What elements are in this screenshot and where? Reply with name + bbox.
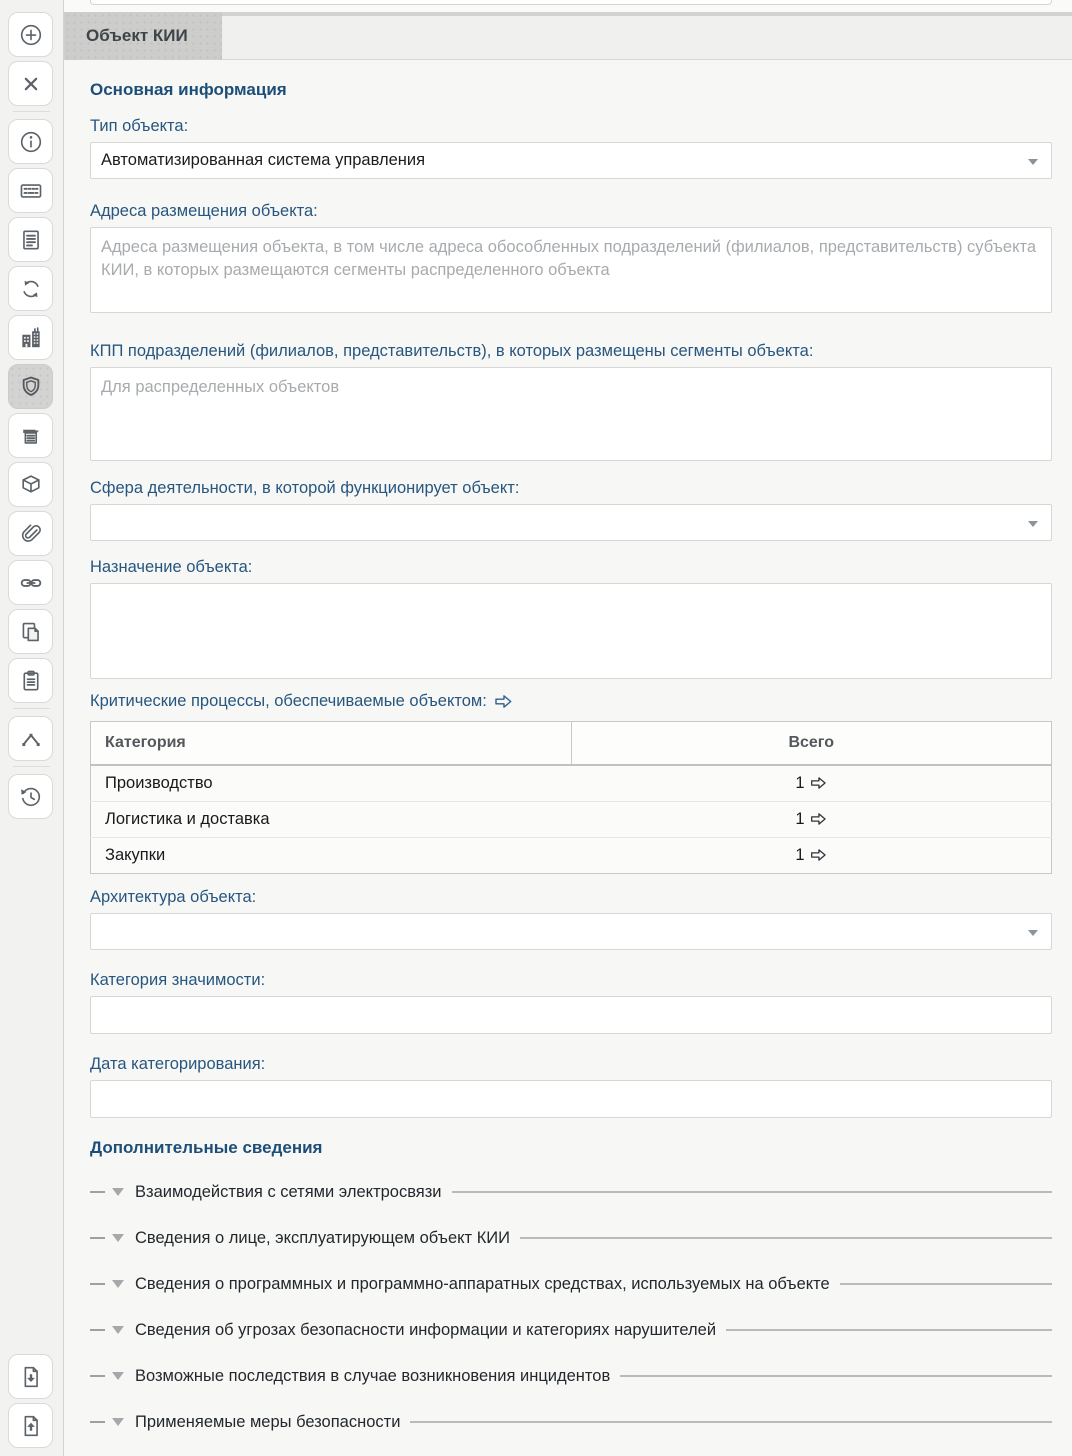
section-rule bbox=[452, 1191, 1052, 1193]
triangle-down-icon[interactable] bbox=[112, 1418, 124, 1426]
total-value: 1 bbox=[795, 774, 805, 792]
dash-decor bbox=[90, 1283, 105, 1285]
addresses-textarea[interactable] bbox=[90, 227, 1052, 313]
keyboard-icon bbox=[18, 178, 44, 204]
table-row[interactable] bbox=[91, 838, 1052, 874]
open-arrow-icon[interactable] bbox=[810, 776, 827, 790]
object-type-value: Автоматизированная система управления bbox=[101, 151, 426, 169]
purpose-textarea[interactable] bbox=[90, 583, 1052, 679]
object-type-select[interactable] bbox=[90, 142, 1052, 179]
toolbar-sidebar bbox=[0, 0, 64, 1456]
open-arrow-icon[interactable] bbox=[494, 694, 513, 709]
collapsible-section-measures[interactable] bbox=[90, 1410, 1052, 1434]
table-row[interactable] bbox=[91, 765, 1052, 802]
toolbar-divider bbox=[13, 111, 50, 112]
file-upload-icon bbox=[18, 1413, 44, 1439]
file-download-icon bbox=[18, 1364, 44, 1390]
dash-decor bbox=[90, 1237, 105, 1239]
section-label: Сведения об угрозах безопасности информации и категориях нарушителей bbox=[135, 1320, 717, 1339]
total-value: 1 bbox=[795, 810, 805, 828]
section-rule bbox=[620, 1375, 1052, 1377]
column-header-total[interactable]: Всего bbox=[571, 722, 1052, 766]
section-label: Применяемые меры безопасности bbox=[135, 1412, 401, 1431]
significance-category-input[interactable] bbox=[90, 996, 1052, 1034]
chevron-down-icon bbox=[1028, 159, 1038, 165]
section-label: Сведения о лице, эксплуатирующем объект КИИ bbox=[135, 1228, 511, 1247]
relations-button[interactable] bbox=[8, 716, 53, 761]
sync-button[interactable] bbox=[8, 266, 53, 311]
dash-decor bbox=[90, 1329, 105, 1331]
print-list-icon bbox=[18, 423, 44, 449]
dash-decor bbox=[90, 1191, 105, 1193]
section-rule bbox=[726, 1329, 1052, 1331]
main-panel bbox=[64, 0, 1072, 1456]
architecture-select[interactable] bbox=[90, 913, 1052, 950]
section-label: Взаимодействия с сетями электросвязи bbox=[135, 1182, 442, 1201]
total-cell bbox=[571, 838, 1052, 874]
section-label: Возможные последствия в случае возникновения инцидентов bbox=[135, 1366, 611, 1385]
building-icon bbox=[18, 325, 44, 351]
branch-icon bbox=[18, 726, 44, 752]
security-button[interactable] bbox=[8, 364, 53, 409]
triangle-down-icon[interactable] bbox=[112, 1326, 124, 1334]
section-title-main: Основная информация bbox=[90, 80, 287, 99]
close-icon bbox=[18, 71, 44, 97]
close-button[interactable] bbox=[8, 61, 53, 106]
history-button[interactable] bbox=[8, 774, 53, 819]
categorization-date-label: Дата категорирования: bbox=[90, 1055, 266, 1073]
total-value: 1 bbox=[795, 846, 805, 864]
object-type-label: Тип объекта: bbox=[90, 117, 189, 135]
tab-bar bbox=[64, 12, 1072, 60]
collapsible-section-consequences[interactable] bbox=[90, 1364, 1052, 1388]
import-file-button[interactable] bbox=[8, 1354, 53, 1399]
triangle-down-icon[interactable] bbox=[112, 1280, 124, 1288]
tab-object-kii[interactable] bbox=[64, 12, 222, 60]
open-arrow-icon[interactable] bbox=[810, 848, 827, 862]
tab-label: Объект КИИ bbox=[86, 26, 188, 45]
kpp-label: КПП подразделений (филиалов, представительств), в которых размещены сегменты объекта: bbox=[90, 342, 814, 360]
cube-icon bbox=[18, 472, 44, 498]
export-file-button[interactable] bbox=[8, 1403, 53, 1448]
top-clipped-region bbox=[64, 0, 1072, 12]
dash-decor bbox=[90, 1375, 105, 1377]
critical-processes-table bbox=[90, 721, 1052, 874]
organization-button[interactable] bbox=[8, 315, 53, 360]
triangle-down-icon[interactable] bbox=[112, 1234, 124, 1242]
add-button[interactable] bbox=[8, 12, 53, 57]
triangle-down-icon[interactable] bbox=[112, 1188, 124, 1196]
section-rule bbox=[410, 1421, 1052, 1423]
triangle-down-icon[interactable] bbox=[112, 1372, 124, 1380]
document-icon bbox=[18, 227, 44, 253]
info-icon bbox=[18, 129, 44, 155]
column-header-category[interactable]: Категория bbox=[91, 722, 572, 766]
info-button[interactable] bbox=[8, 119, 53, 164]
category-cell: Логистика и доставка bbox=[91, 802, 572, 838]
sphere-label: Сфера деятельности, в которой функционирует объект: bbox=[90, 479, 520, 497]
toolbar-divider bbox=[13, 766, 50, 767]
copy-icon bbox=[18, 619, 44, 645]
section-rule bbox=[520, 1237, 1052, 1239]
critical-processes-text: Критические процессы, обеспечиваемые объектом: bbox=[90, 692, 487, 710]
link-icon bbox=[18, 570, 44, 596]
component-button[interactable] bbox=[8, 462, 53, 507]
shield-icon bbox=[18, 374, 44, 400]
collapsible-section-telecom[interactable] bbox=[90, 1180, 1052, 1204]
table-row[interactable] bbox=[91, 802, 1052, 838]
category-cell: Производство bbox=[105, 774, 213, 792]
addresses-label: Адреса размещения объекта: bbox=[90, 202, 318, 220]
form-content bbox=[64, 60, 1072, 1434]
chevron-down-icon bbox=[1028, 930, 1038, 936]
significance-category-label: Категория значимости: bbox=[90, 971, 266, 989]
section-title-additional: Дополнительные сведения bbox=[90, 1138, 323, 1157]
attachments-button[interactable] bbox=[8, 511, 53, 556]
total-cell bbox=[571, 765, 1052, 802]
paperclip-icon bbox=[18, 521, 44, 547]
sphere-select[interactable] bbox=[90, 504, 1052, 541]
tasks-button[interactable] bbox=[8, 658, 53, 703]
collapsible-section-software[interactable] bbox=[90, 1272, 1052, 1296]
clipboard-icon bbox=[18, 668, 44, 694]
kpp-textarea[interactable] bbox=[90, 367, 1052, 461]
keyboard-button[interactable] bbox=[8, 168, 53, 213]
print-list-button[interactable] bbox=[8, 413, 53, 458]
table-header-row bbox=[91, 722, 1052, 766]
clipped-field-edge bbox=[90, 0, 1052, 5]
architecture-label: Архитектура объекта: bbox=[90, 888, 257, 906]
dash-decor bbox=[90, 1421, 105, 1423]
chevron-down-icon bbox=[1028, 521, 1038, 527]
section-label: Сведения о программных и программно-аппаратных средствах, используемых на объекте bbox=[135, 1274, 830, 1293]
open-arrow-icon[interactable] bbox=[810, 812, 827, 826]
document-button[interactable] bbox=[8, 217, 53, 262]
critical-processes-label bbox=[90, 691, 1052, 711]
categorization-date-input[interactable] bbox=[90, 1080, 1052, 1118]
sync-icon bbox=[18, 276, 44, 302]
copy-button[interactable] bbox=[8, 609, 53, 654]
collapsible-section-threats[interactable] bbox=[90, 1318, 1052, 1342]
category-cell: Закупки bbox=[91, 838, 572, 874]
toolbar-divider bbox=[13, 708, 50, 709]
purpose-label: Назначение объекта: bbox=[90, 558, 253, 576]
section-rule bbox=[840, 1283, 1052, 1285]
total-cell bbox=[571, 802, 1052, 838]
collapsible-section-operator[interactable] bbox=[90, 1226, 1052, 1250]
plus-circle-icon bbox=[18, 22, 44, 48]
links-button[interactable] bbox=[8, 560, 53, 605]
history-icon bbox=[18, 784, 44, 810]
